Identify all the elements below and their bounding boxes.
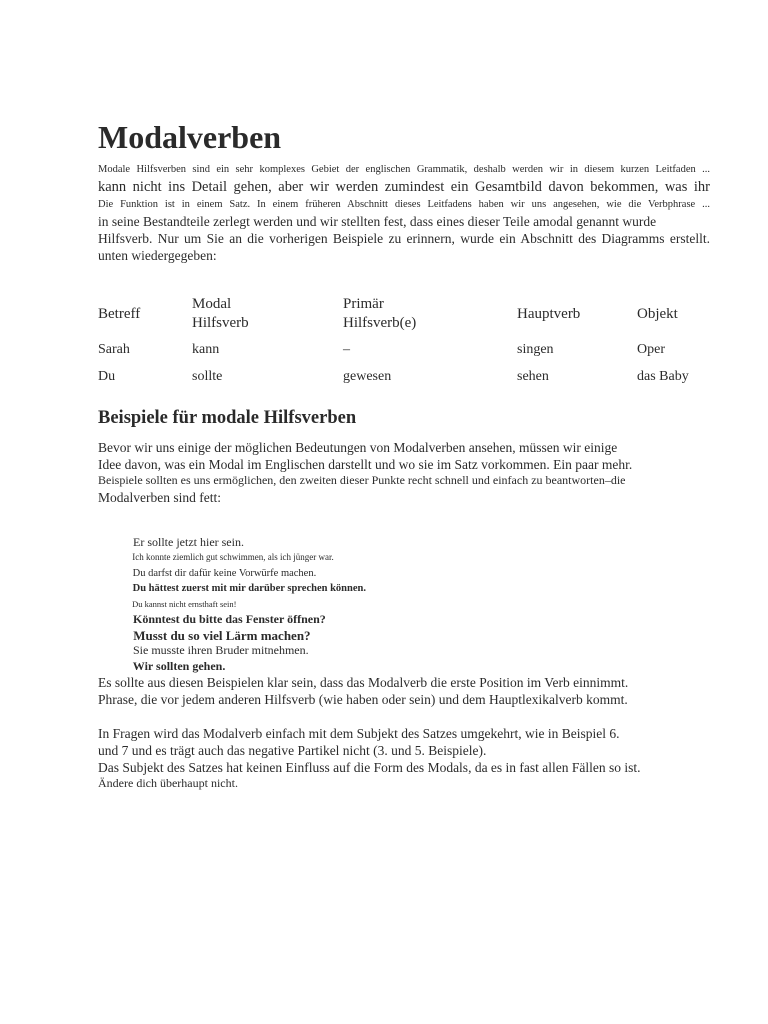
list-item [120,550,710,566]
table-header-cell: Hauptverb [517,305,581,322]
table-cell: gewesen [343,368,392,384]
verb-structure-table [98,292,710,390]
section-intro-paragraph [98,439,710,506]
paragraph-line: Bevor wir uns einige der möglichen Bedeutungen von Modalverben ansehen, müssen wir einige [98,440,618,455]
examples-list [120,535,710,675]
example-text: Sie musste ihren Bruder mitnehmen. [133,643,309,657]
example-text: Du darfst dir dafür keine Vorwürfe machen. [132,567,317,579]
list-item [120,535,710,551]
explanation-paragraph [98,674,710,708]
table-cell: Oper [637,341,665,357]
example-text: Wir sollten gehen. [132,658,226,673]
table-header-cell: Objekt [637,305,678,322]
example-text: Musst du so viel Lärm machen? [133,627,311,643]
list-item [120,612,710,628]
list-item [120,659,710,675]
intro-line: Hilfsverb. Nur um Sie an die vorherigen Beispiele zu erinnern, wurde ein Abschnitt des Diagramms erstellt. [98,231,710,246]
paragraph-line: und 7 und es trägt auch das negative Partikel nicht (3. und 5. Beispiele). [98,743,487,758]
table-cell: sollte [192,368,223,384]
example-text: Ich konnte ziemlich gut schwimmen, als ich jünger war. [132,552,334,562]
paragraph-line: In Fragen wird das Modalverb einfach mit dem Subjekt des Satzes umgekehrt, wie in Beispiel 6. [98,726,620,741]
example-text: Du hättest zuerst mit mir darüber sprechen können. [132,583,366,594]
section-heading: Beispiele für modale Hilfsverben [98,408,357,428]
document-page [98,118,710,792]
list-item [120,628,710,644]
table-header-row [98,292,710,336]
table-header-cell: Betreff [98,305,141,322]
table-cell: Du [98,368,116,384]
questions-paragraph [98,725,710,792]
table-cell: kann [192,341,220,357]
list-item [120,581,710,597]
table-row [98,363,710,390]
table-cell: singen [517,341,554,357]
paragraph-line: Beispiele sollten es uns ermöglichen, den zweiten dieser Punkte recht schnell und einfach zu beantworten–die [98,473,626,487]
example-text: Könntest du bitte das Fenster öffnen? [133,612,326,626]
intro-line: in seine Bestandteile zerlegt werden und wir stellten fest, dass eines dieser Teile amodal genannt wurde [98,214,657,229]
example-text: Du kannst nicht ernsthaft sein! [132,598,237,609]
intro-line: unten wiedergegeben: [98,248,217,263]
list-item [120,566,710,582]
intro-line: Modale Hilfsverben sind ein sehr komplexes Gebiet der englischen Grammatik, deshalb werden wir in diesem kurzen Leitfaden ... [98,164,710,175]
paragraph-line: Phrase, die vor jedem anderen Hilfsverb (wie haben oder sein) und dem Hauptlexikalverb kommt. [98,692,628,707]
paragraph-line: Das Subjekt des Satzes hat keinen Einfluss auf die Form des Modals, da es in fast allen Fällen so ist. [98,760,641,775]
table-header-cell: Primär Hilfsverb(e) [343,296,417,331]
table-row [98,336,710,363]
table-cell: – [343,341,350,357]
paragraph-line: Ändere dich überhaupt nicht. [98,776,238,790]
intro-line: Die Funktion ist in einem Satz. In einem früheren Abschnitt dieses Leitfadens haben wir uns angesehen, wie die Verbphrase ... [98,199,710,210]
table-cell: das Baby [637,368,689,384]
intro-line: kann nicht ins Detail gehen, aber wir werden zumindest ein Gesamtbild davon bekommen, was ihr [98,179,710,195]
table-cell: Sarah [98,341,130,357]
list-item [120,643,710,659]
example-text: Er sollte jetzt hier sein. [133,534,244,549]
list-item [120,597,710,613]
table-header-cell: Modal Hilfsverb [192,296,249,331]
intro-paragraph [98,162,710,264]
table-cell: sehen [517,368,549,384]
paragraph-line: Idee davon, was ein Modal im Englischen darstellt und wo sie im Satz vorkommen. Ein paar mehr. [98,457,633,472]
paragraph-line: Modalverben sind fett: [98,489,221,505]
page-title: Modalverben [98,119,282,155]
paragraph-line: Es sollte aus diesen Beispielen klar sein, dass das Modalverb die erste Position im Verb einnimmt. [98,675,629,690]
